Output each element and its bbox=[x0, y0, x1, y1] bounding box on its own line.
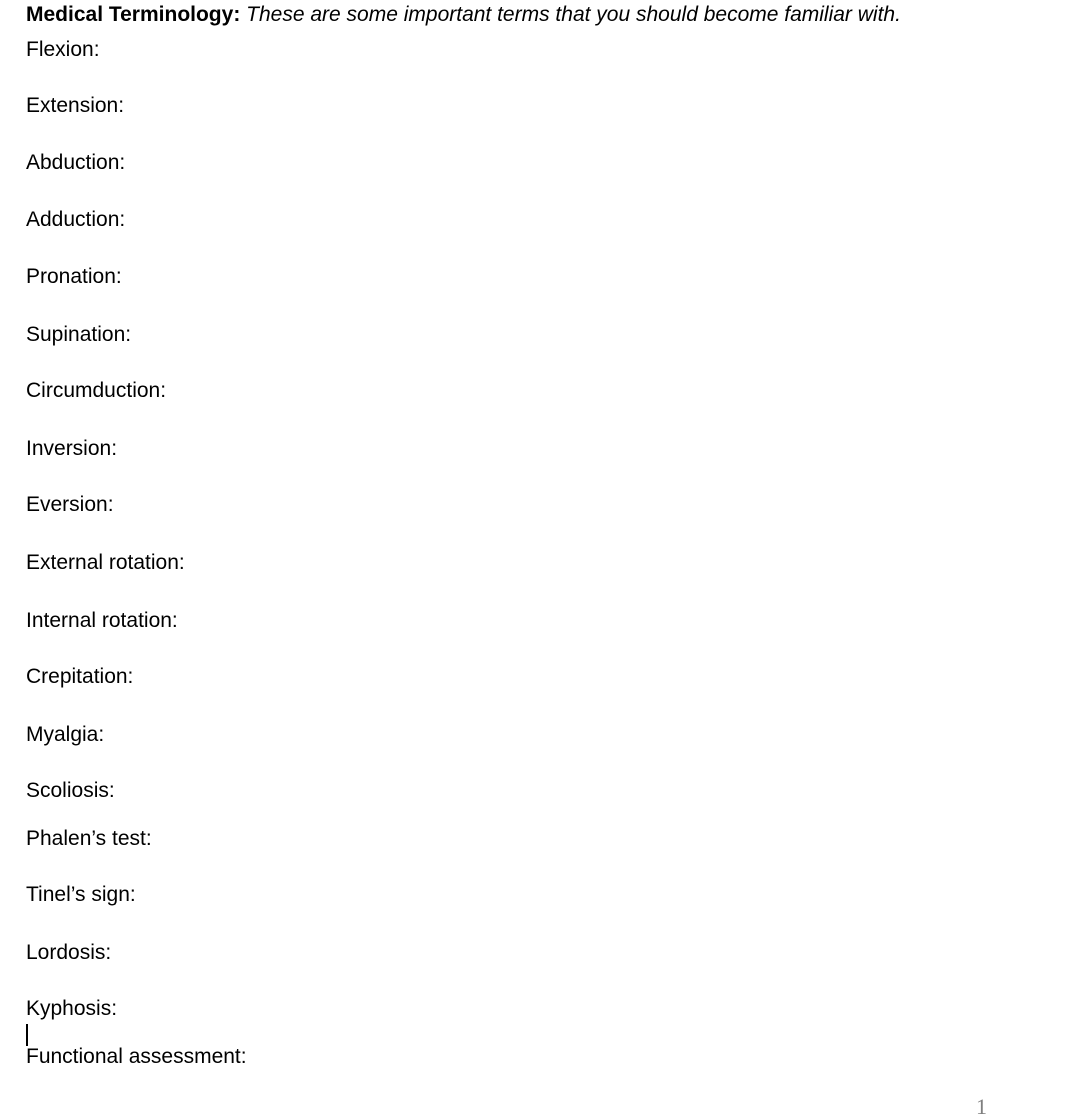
text-cursor[interactable] bbox=[26, 1024, 28, 1046]
term-functional-assessment: Functional assessment: bbox=[26, 1045, 247, 1068]
term-phalens-test: Phalen’s test: bbox=[26, 827, 152, 850]
term-inversion: Inversion: bbox=[26, 437, 118, 460]
term-adduction: Adduction: bbox=[26, 208, 126, 231]
term-kyphosis: Kyphosis: bbox=[26, 997, 118, 1020]
term-extension: Extension: bbox=[26, 94, 125, 117]
term-internal-rotation: Internal rotation: bbox=[26, 609, 178, 632]
term-flexion: Flexion: bbox=[26, 38, 100, 61]
term-eversion: Eversion: bbox=[26, 493, 114, 516]
term-myalgia: Myalgia: bbox=[26, 723, 105, 746]
term-scoliosis: Scoliosis: bbox=[26, 779, 115, 802]
term-tinels-sign: Tinel’s sign: bbox=[26, 883, 136, 906]
term-pronation: Pronation: bbox=[26, 265, 122, 288]
term-crepitation: Crepitation: bbox=[26, 665, 134, 688]
heading-subtitle: These are some important terms that you should become familiar with. bbox=[246, 3, 901, 26]
heading-title: Medical Terminology: bbox=[26, 3, 241, 26]
term-abduction: Abduction: bbox=[26, 151, 126, 174]
term-supination: Supination: bbox=[26, 323, 132, 346]
document-heading bbox=[26, 2, 901, 28]
term-circumduction: Circumduction: bbox=[26, 379, 167, 402]
page-number: 1 bbox=[976, 1094, 987, 1119]
term-lordosis: Lordosis: bbox=[26, 941, 112, 964]
term-external-rotation: External rotation: bbox=[26, 551, 185, 574]
